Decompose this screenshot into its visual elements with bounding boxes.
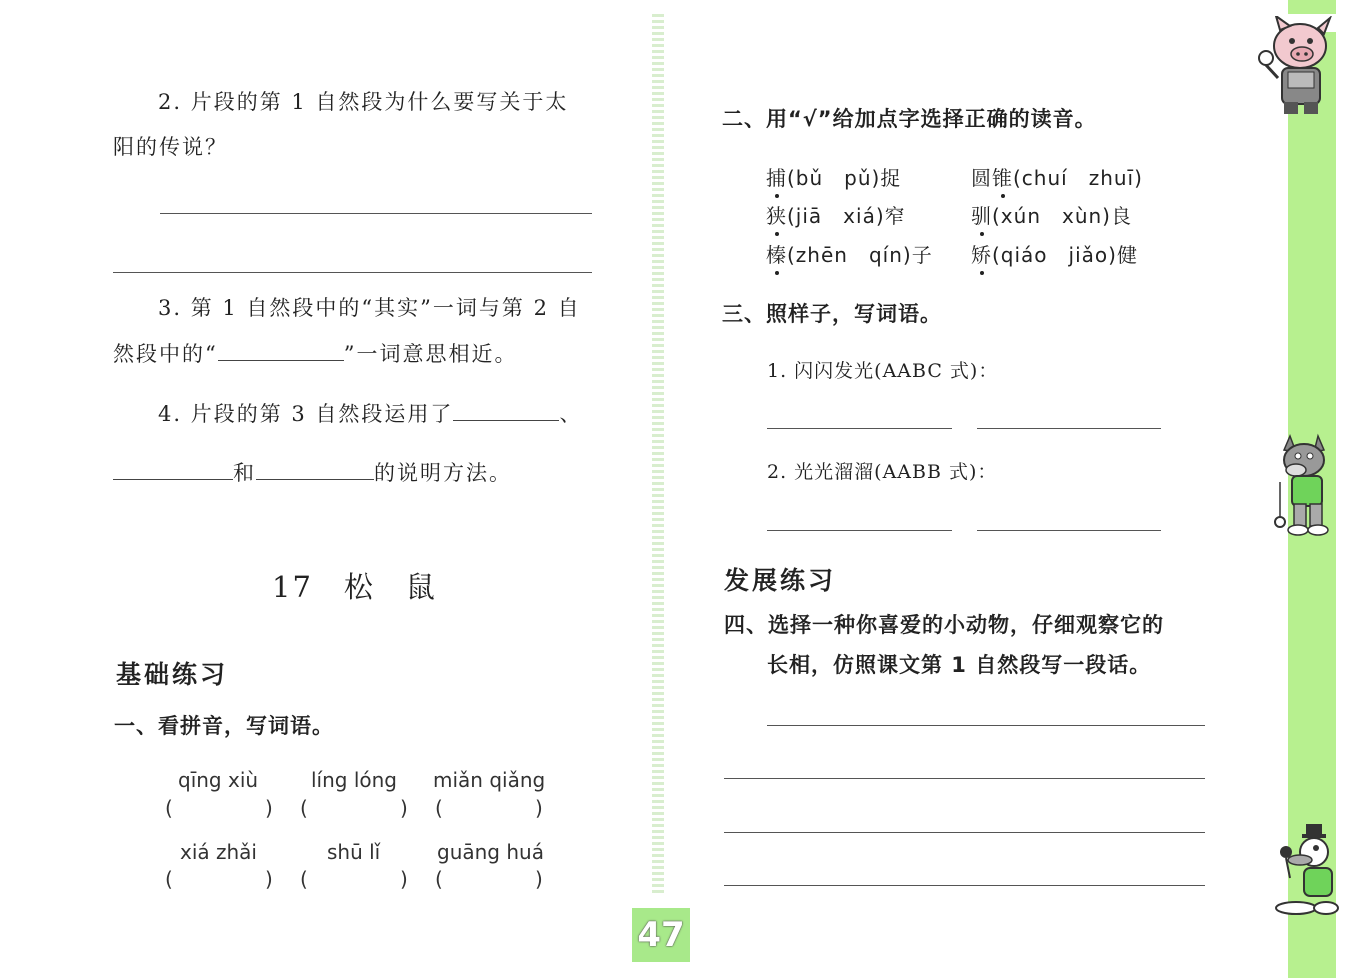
fill-blank[interactable] — [453, 402, 559, 421]
exercise-4-line2: 长相，仿照课文第 1 自然段写一段话。 — [767, 653, 1152, 677]
question-2-line2: 阳的传说？ — [113, 135, 228, 159]
pinyin-options[interactable]: (bǔ pǔ) — [787, 166, 881, 190]
book-spine — [652, 14, 664, 894]
exercise-3-item-2: 2. 光光溜溜(AABB 式)： — [767, 461, 998, 483]
question-3-text-pre: 然段中的“ — [113, 342, 218, 366]
dotted-char: 矫 — [971, 239, 992, 268]
answer-line[interactable] — [113, 272, 592, 273]
question-3-line2 — [113, 338, 518, 368]
reading-choice-item — [766, 200, 906, 229]
answer-line[interactable] — [767, 530, 952, 531]
answer-paren-open: ( — [435, 867, 443, 891]
question-3-text-post: ”一词意思相近。 — [343, 342, 518, 366]
fill-blank[interactable] — [256, 461, 374, 480]
pinyin-options[interactable]: (qiáo jiǎo) — [992, 243, 1117, 267]
answer-paren-open: ( — [435, 796, 443, 820]
wolf-yoyo-cartoon-icon — [1266, 430, 1342, 540]
page-number: 47 — [632, 908, 690, 962]
word-rest: 健 — [1116, 243, 1138, 267]
question-4-text-mid: 和 — [233, 461, 256, 485]
answer-paren-close: ) — [265, 867, 273, 891]
writing-line[interactable] — [724, 885, 1205, 886]
exercise-3-title: 三、照样子，写词语。 — [722, 302, 942, 326]
word-rest: 窄 — [884, 204, 906, 228]
answer-paren-close: ) — [265, 796, 273, 820]
lesson-title: 17 松 鼠 — [272, 570, 437, 604]
dotted-char: 捕 — [766, 162, 787, 191]
pinyin-label: shū lǐ — [327, 840, 381, 864]
writing-line[interactable] — [724, 832, 1205, 833]
reading-choice-item — [971, 162, 1143, 191]
section-develop-practice: 发展练习 — [724, 566, 837, 595]
pig-cartoon-icon — [1252, 16, 1338, 118]
reading-choice-item — [766, 162, 901, 191]
answer-line[interactable] — [160, 213, 592, 214]
pinyin-label: miǎn qiǎng — [433, 768, 546, 792]
answer-paren-open: ( — [165, 867, 173, 891]
answer-paren-close: ) — [400, 796, 408, 820]
dotted-char: 驯 — [971, 200, 992, 229]
answer-line[interactable] — [977, 428, 1161, 429]
word-pre: 圆 — [971, 166, 992, 190]
reading-choice-item — [971, 239, 1138, 268]
writing-line[interactable] — [724, 778, 1205, 779]
answer-line[interactable] — [977, 530, 1161, 531]
reading-choice-item — [766, 239, 933, 268]
question-4-line2 — [113, 457, 512, 487]
pinyin-options[interactable]: (jiā xiá) — [787, 204, 885, 228]
answer-paren-open: ( — [300, 867, 308, 891]
dotted-char: 狭 — [766, 200, 787, 229]
reading-choice-item — [971, 200, 1132, 229]
question-4-text-post: 、 — [559, 402, 583, 426]
dotted-char: 榛 — [766, 239, 787, 268]
answer-paren-close: ) — [535, 867, 543, 891]
question-4-text-post: 的说明方法。 — [374, 461, 512, 485]
word-rest: 良 — [1110, 204, 1132, 228]
answer-paren-close: ) — [535, 796, 543, 820]
answer-paren-close: ) — [400, 867, 408, 891]
fill-blank[interactable] — [113, 461, 233, 480]
exercise-3-item-1: 1. 闪闪发光(AABC 式)： — [767, 360, 999, 382]
exercise-4-line1: 四、选择一种你喜爱的小动物，仔细观察它的 — [724, 613, 1164, 637]
pinyin-label: qīng xiù — [178, 768, 259, 792]
fill-blank[interactable] — [218, 342, 344, 361]
word-rest: 子 — [911, 243, 933, 267]
exercise-2-title: 二、用“√”给加点字选择正确的读音。 — [722, 107, 1097, 131]
question-3-line1: 3. 第 1 自然段中的“其实”一词与第 2 自 — [158, 296, 581, 320]
word-rest: 捉 — [880, 166, 902, 190]
question-2-line1: 2. 片段的第 1 自然段为什么要写关于太 — [158, 90, 569, 114]
dotted-char: 锥 — [992, 162, 1013, 191]
answer-line[interactable] — [767, 428, 952, 429]
pinyin-options[interactable]: (zhēn qín) — [787, 243, 912, 267]
question-4-line1 — [158, 398, 582, 428]
pinyin-label: guāng huá — [437, 840, 544, 864]
pinyin-options[interactable]: (chuí zhuī) — [1013, 166, 1143, 190]
pinyin-label: líng lóng — [311, 768, 398, 792]
exercise-1-title: 一、看拼音，写词语。 — [114, 714, 334, 738]
question-4-text-pre: 4. 片段的第 3 自然段运用了 — [158, 402, 454, 426]
answer-paren-open: ( — [300, 796, 308, 820]
answer-paren-open: ( — [165, 796, 173, 820]
pinyin-label: xiá zhǎi — [180, 840, 257, 864]
section-basic-practice: 基础练习 — [116, 660, 229, 689]
duck-cartoon-icon — [1272, 822, 1342, 922]
writing-line[interactable] — [767, 725, 1205, 726]
pinyin-options[interactable]: (xún xùn) — [992, 204, 1111, 228]
